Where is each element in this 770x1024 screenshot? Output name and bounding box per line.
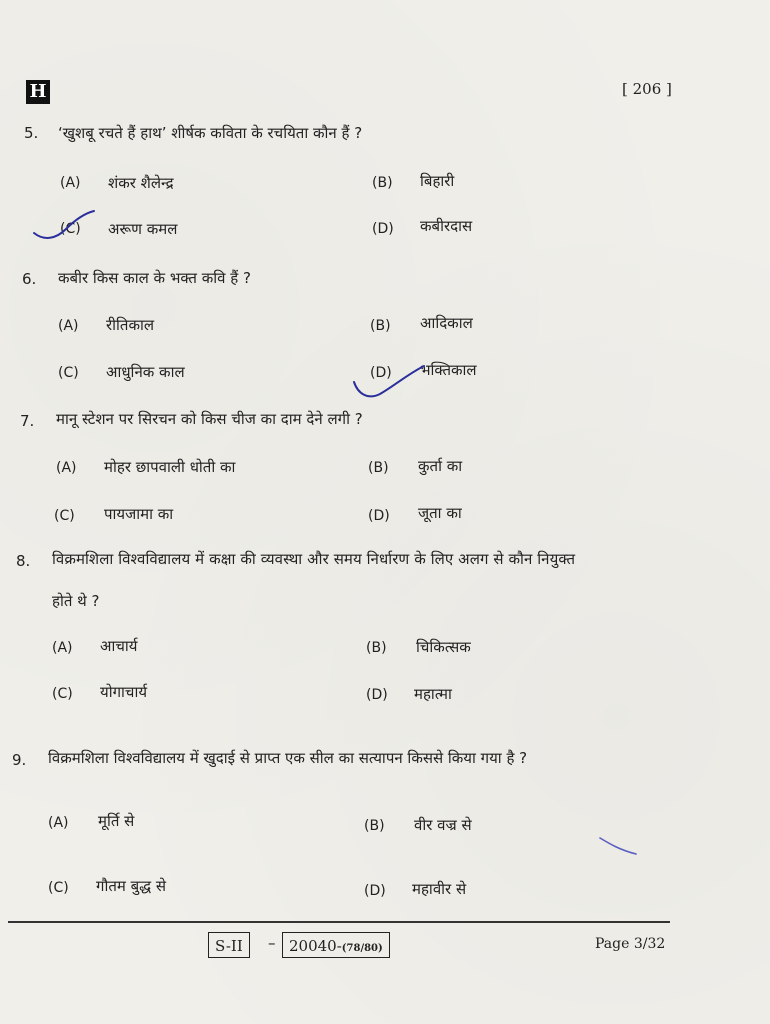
option-text: जूता का xyxy=(418,504,462,522)
option-text: बिहारी xyxy=(420,172,455,190)
option-text: अरूण कमल xyxy=(108,220,178,238)
option-letter: (D) xyxy=(366,687,388,703)
option-text: चिकित्सक xyxy=(416,638,471,656)
option-letter: (A) xyxy=(52,640,73,656)
footer-divider xyxy=(8,921,670,923)
option-letter: (A) xyxy=(58,318,79,334)
option-text: कुर्ता का xyxy=(418,457,463,475)
option-text: शंकर शैलेन्द्र xyxy=(108,174,174,192)
option-letter: (C) xyxy=(52,686,73,702)
option-text: पायजामा का xyxy=(104,505,174,523)
option-letter: (C) xyxy=(54,508,75,524)
series-label: S-II xyxy=(215,937,243,955)
set-badge: H xyxy=(26,80,50,104)
stray-ink-mark xyxy=(596,832,646,860)
option-letter: (C) xyxy=(48,880,69,896)
option-text: आचार्य xyxy=(100,637,138,655)
option-letter: (B) xyxy=(370,318,391,334)
paper-code-suffix: (78/80) xyxy=(341,943,383,954)
series-box xyxy=(208,932,250,958)
option-letter: (C) xyxy=(58,365,79,381)
page-code: [ 206 ] xyxy=(622,80,672,98)
option-letter: (D) xyxy=(370,365,392,381)
option-letter: (D) xyxy=(372,221,394,237)
question-number: 6. xyxy=(22,270,37,288)
option-letter: (B) xyxy=(372,175,393,191)
option-letter: (A) xyxy=(60,175,81,191)
option-text: आधुनिक काल xyxy=(106,363,185,381)
question-number: 8. xyxy=(16,552,31,570)
question-text: कबीर किस काल के भक्त कवि हैं ? xyxy=(58,269,251,287)
question-number: 5. xyxy=(24,124,39,142)
option-letter: (C) xyxy=(60,221,81,237)
question-text: ‘खुशबू रचते हैं हाथ’ शीर्षक कविता के रचयिता कौन हैं ? xyxy=(58,124,363,142)
question-text: मानू स्टेशन पर सिरचन को किस चीज का दाम देने लगी ? xyxy=(56,410,363,428)
option-text: आदिकाल xyxy=(420,314,473,332)
option-letter: (B) xyxy=(366,640,387,656)
question-number: 9. xyxy=(12,751,27,769)
option-text: गौतम बुद्ध से xyxy=(96,877,167,895)
paper-code: 20040- xyxy=(289,937,342,955)
question-number: 7. xyxy=(20,412,35,430)
option-text: कबीरदास xyxy=(420,217,473,235)
option-letter: (A) xyxy=(48,815,69,831)
option-letter: (D) xyxy=(368,508,390,524)
question-text: विक्रमशिला विश्वविद्यालय में कक्षा की व्यवस्था और समय निर्धारण के लिए अलग से कौन नियुक्त xyxy=(52,550,576,568)
option-text: मोहर छापवाली धोती का xyxy=(104,458,236,476)
option-text: भक्तिकाल xyxy=(420,361,477,379)
code-box xyxy=(282,932,390,958)
option-text: महात्मा xyxy=(414,685,452,703)
page-number: Page 3/32 xyxy=(595,936,666,952)
footer-dash: – xyxy=(268,934,276,952)
option-text: मूर्ति से xyxy=(98,812,135,830)
option-text: महावीर से xyxy=(412,880,467,898)
question-text: विक्रमशिला विश्वविद्यालय में खुदाई से प्राप्त एक सील का सत्यापन किससे किया गया है ? xyxy=(48,749,528,767)
option-letter: (D) xyxy=(364,883,386,899)
option-letter: (B) xyxy=(364,818,385,834)
option-letter: (A) xyxy=(56,460,77,476)
option-text: वीर वज्र से xyxy=(414,816,472,834)
question-text-line2: होते थे ? xyxy=(52,592,100,610)
option-letter: (B) xyxy=(368,460,389,476)
option-text: योगाचार्य xyxy=(100,683,148,701)
option-text: रीतिकाल xyxy=(106,316,155,334)
